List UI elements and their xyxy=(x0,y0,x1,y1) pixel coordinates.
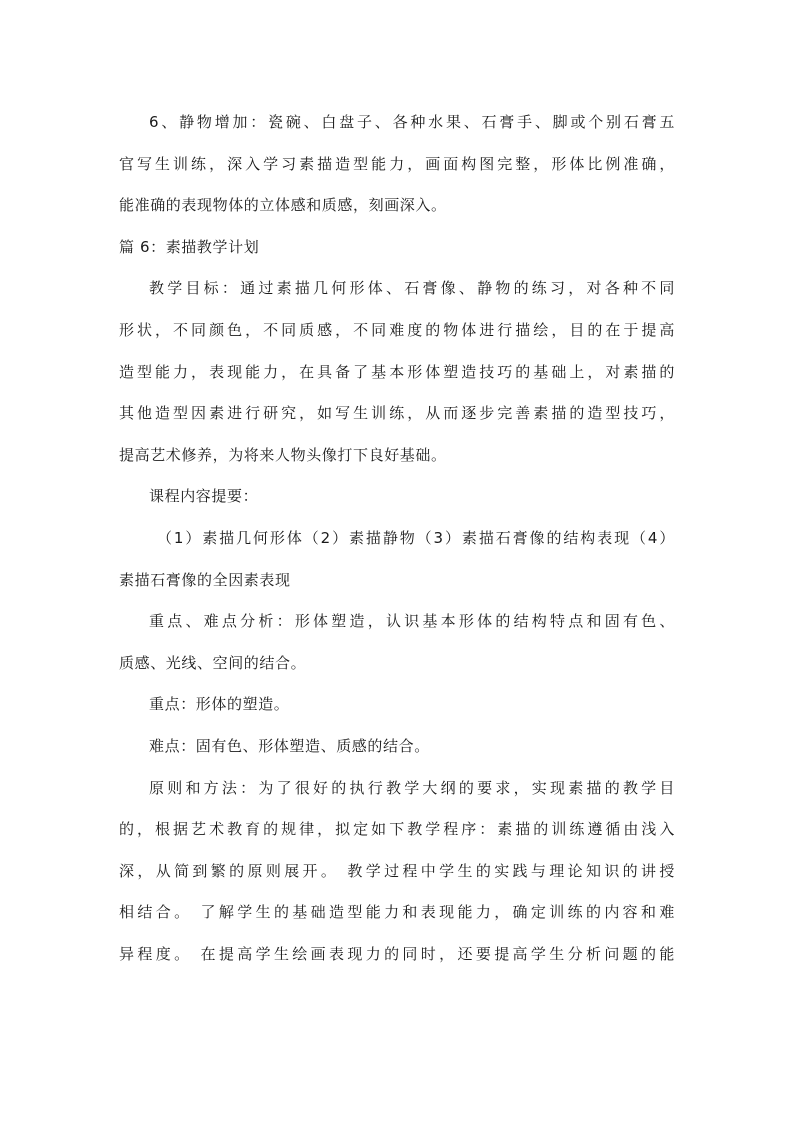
section-heading-text: 篇 6：素描教学计划 xyxy=(119,237,260,256)
section-heading xyxy=(119,227,675,269)
paragraph-line: 其他造型因素进行研究，如写生训练，从而逐步完善素描的造型技巧， xyxy=(119,404,675,423)
paragraph-course-list xyxy=(119,518,675,601)
paragraph-line: 造型能力，表现能力，在具备了基本形体塑造技巧的基础上，对素描的 xyxy=(119,362,675,381)
paragraph-line: 相结合。 了解学生的基础造型能力和表现能力，确定训练的内容和难 xyxy=(119,903,675,922)
paragraph-line: 能准确的表现物体的立体感和质感，刻画深入。 xyxy=(119,196,447,215)
paragraph-line: 提高艺术修养，为将来人物头像打下良好基础。 xyxy=(119,445,447,464)
paragraph-line: 质感、光线、空间的结合。 xyxy=(119,653,307,672)
paragraph-key-difficulty-analysis xyxy=(119,601,675,684)
paragraph-line: 原则和方法：为了很好的执行教学大纲的要求，实现素描的教学目 xyxy=(149,778,675,797)
paragraph-principles-methods xyxy=(119,768,675,976)
paragraph-key-point xyxy=(119,684,675,726)
paragraph-line: 官写生训练，深入学习素描造型能力，画面构图完整，形体比例准确， xyxy=(119,154,675,173)
paragraph-difficulty xyxy=(119,726,675,768)
paragraph-line: 重点：形体的塑造。 xyxy=(149,695,290,714)
paragraph-line: 素描石膏像的全因素表现 xyxy=(119,570,291,589)
paragraph-line: 异程度。 在提高学生绘画表现力的同时，还要提高学生分析问题的能 xyxy=(119,944,675,963)
paragraph-line: 难点：固有色、形体塑造、质感的结合。 xyxy=(149,736,430,755)
paragraph-line: 重点、难点分析：形体塑造，认识基本形体的结构特点和固有色、 xyxy=(149,612,675,631)
paragraph-line: 6、静物增加：瓷碗、白盘子、各种水果、石膏手、脚或个别石膏五 xyxy=(149,113,675,131)
paragraph-line: （1）素描几何形体（2）素描静物（3）素描石膏像的结构表现（4） xyxy=(157,528,675,547)
document-body xyxy=(119,102,675,975)
paragraph-line: 形状，不同颜色，不同质感，不同难度的物体进行描绘，目的在于提高 xyxy=(119,320,675,339)
paragraph-line: 的，根据艺术教育的规律，拟定如下教学程序：素描的训练遵循由浅入 xyxy=(119,820,675,839)
paragraph-line: 课程内容提要： xyxy=(149,487,259,506)
paragraph-still-life xyxy=(119,102,675,227)
paragraph-course-summary xyxy=(119,476,675,518)
paragraph-teaching-goal xyxy=(119,268,675,476)
paragraph-line: 深，从简到繁的原则展开。 教学过程中学生的实践与理论知识的讲授 xyxy=(119,861,675,880)
paragraph-line: 教学目标：通过素描几何形体、石膏像、静物的练习，对各种不同 xyxy=(149,279,675,298)
